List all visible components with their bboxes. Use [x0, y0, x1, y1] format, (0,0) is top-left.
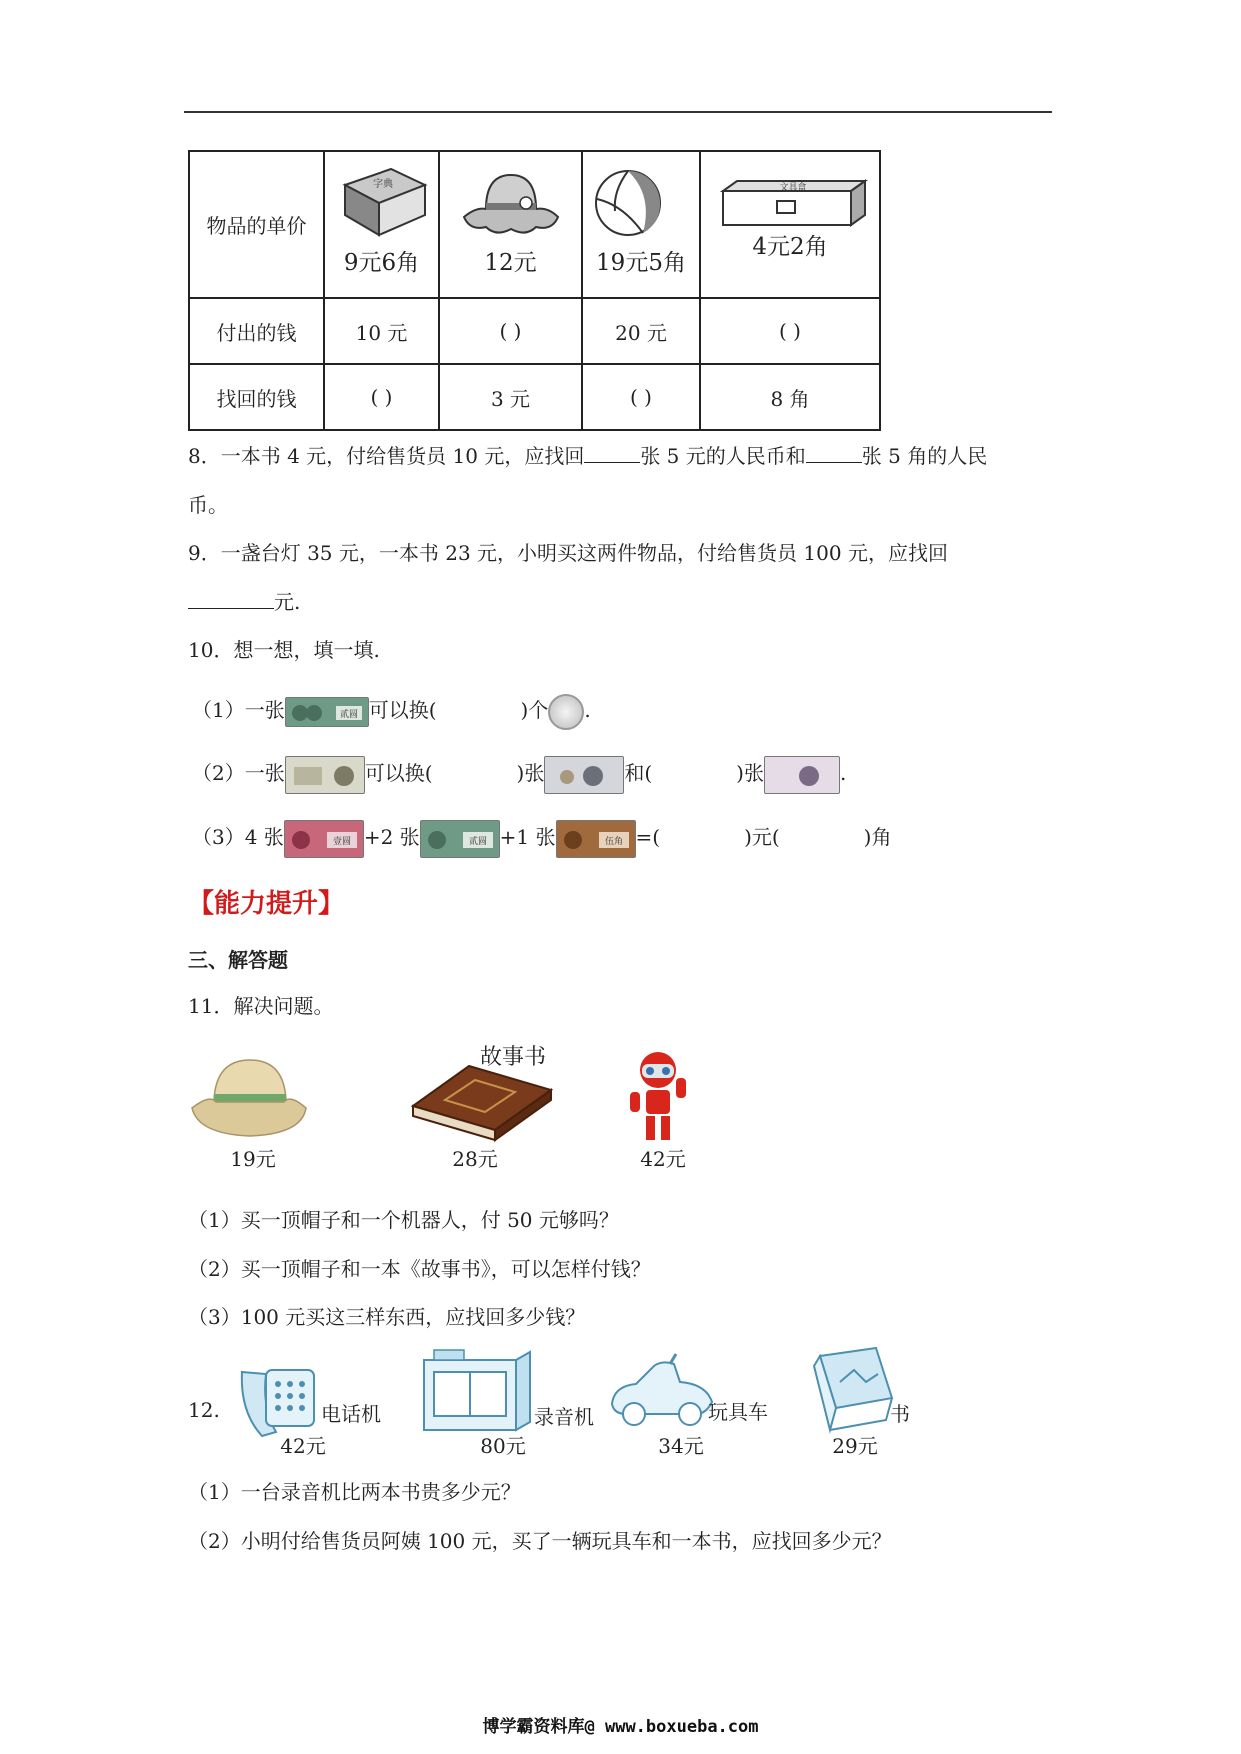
q9-line2: [188, 588, 300, 616]
paid-hat[interactable]: ( ): [439, 298, 582, 364]
q10-p3-text-c: +1 张: [499, 825, 556, 849]
price-table: [188, 150, 881, 431]
q12-label-recorder: 录音机: [534, 1405, 594, 1429]
pencil-box-title: 文具盒: [779, 182, 807, 193]
coin-icon: [548, 694, 584, 730]
toy-car-icon: [606, 1352, 716, 1432]
q11-price-hat: 19元: [230, 1147, 276, 1171]
ball-icon: [593, 165, 663, 241]
q10-p1-text-a: （1）一张: [192, 698, 285, 722]
q12-price-toy-car: 34元: [658, 1434, 704, 1458]
cell-hat: [439, 151, 582, 298]
price-book: 9元6角: [343, 249, 420, 276]
q12-label-book: 书: [890, 1402, 910, 1426]
cell-pencil-box: [700, 151, 880, 298]
two-yuan-note-icon-2: [420, 820, 500, 858]
change-book[interactable]: ( ): [324, 364, 439, 430]
section-title: 【能力提升】: [188, 889, 345, 919]
telephone-icon: [232, 1352, 322, 1442]
q10-p2-text-e: )张: [736, 761, 764, 785]
row-label-paid: 付出的钱: [189, 298, 324, 364]
q8-line1: [188, 442, 987, 470]
five-jiao-note-icon: [556, 820, 636, 858]
change-pencil-box: 8 角: [700, 364, 880, 430]
q10-p1-text-c: )个: [520, 698, 549, 722]
price-pencil-box: 4元2角: [752, 233, 828, 260]
q10-p2-text-c: )张: [516, 761, 545, 785]
section-subtitle: 三、解答题: [188, 948, 288, 972]
q10-p1-text-b: 可以换(: [368, 698, 437, 722]
cell-book: [324, 151, 439, 298]
two-yuan-label: 贰圆: [339, 709, 358, 720]
q8-blank-2[interactable]: [806, 443, 862, 463]
one-yuan-note-icon: [284, 820, 364, 858]
q10-title: 10．想一想，填一填.: [188, 638, 380, 662]
footer-watermark: 博学霸资料库@ www.boxueba.com: [482, 1717, 759, 1737]
tape-recorder-icon: [420, 1346, 538, 1436]
q9-blank[interactable]: [188, 589, 274, 609]
q8-line2: 币。: [188, 493, 228, 517]
q9-line1: 9．一盏台灯 35 元，一本书 23 元，小明买这两件物品，付给售货员 100 元，应找回: [188, 541, 948, 565]
q12-price-book: 29元: [832, 1434, 878, 1458]
row-label-change: 找回的钱: [189, 364, 324, 430]
q10-part1: [192, 690, 591, 730]
q10-p3-text-a: （3）4 张: [192, 825, 284, 849]
q12-price-recorder: 80元: [480, 1434, 526, 1458]
q10-p1-text-d: .: [584, 698, 591, 722]
ten-yuan-note-icon: [764, 756, 840, 794]
q11-sub3: （3）100 元买这三样东西，应找回多少钱？: [188, 1305, 586, 1329]
five-jiao-label: 伍角: [604, 836, 623, 847]
q10-p3-text-f: )角: [863, 825, 892, 849]
q10-p3-text-b: +2 张: [363, 825, 420, 849]
q10-part3: [192, 817, 891, 858]
paid-ball: 20 元: [582, 298, 700, 364]
q12-sub1: （1）一台录音机比两本书贵多少元？: [188, 1480, 521, 1504]
cell-ball: [582, 151, 700, 298]
q10-p2-text-f: .: [839, 761, 847, 785]
q12-number: 12.: [188, 1398, 220, 1422]
change-hat: 3 元: [439, 364, 582, 430]
one-yuan-label: 壹圆: [332, 836, 351, 847]
twenty-yuan-note-icon: [544, 756, 624, 794]
change-ball[interactable]: ( ): [582, 364, 700, 430]
q10-p2-text-d: 和(: [624, 761, 653, 785]
q12-label-toy-car: 玩具车: [708, 1400, 768, 1424]
q12-price-telephone: 42元: [280, 1434, 326, 1458]
two-yuan-label-2: 贰圆: [468, 836, 487, 847]
paid-book: 10 元: [324, 298, 439, 364]
book-icon: [806, 1346, 896, 1436]
q11-sub1: （1）买一顶帽子和一个机器人，付 50 元够吗？: [188, 1208, 619, 1232]
paid-pencil-box[interactable]: ( ): [700, 298, 880, 364]
price-ball: 19元5角: [596, 249, 686, 276]
q10-part2: [192, 753, 846, 794]
price-hat: 12元: [484, 249, 537, 276]
straw-hat-icon: [190, 1050, 308, 1140]
q10-p2-text-b: 可以换(: [364, 761, 433, 785]
book-icon: [333, 163, 433, 243]
q11-price-book: 28元: [452, 1147, 498, 1171]
q11-title: 11．解决问题。: [188, 994, 334, 1018]
storybook-label: 故事书: [480, 1045, 547, 1070]
q8-text-c: 张 5 角的人民: [861, 444, 988, 468]
q10-p3-text-e: )元(: [744, 825, 780, 849]
q11-sub2: （2）买一顶帽子和一本《故事书》，可以怎样付钱？: [188, 1257, 651, 1281]
book-title: 字典: [373, 178, 393, 190]
q8-blank-1[interactable]: [584, 443, 640, 463]
q10-p3-text-d: =(: [635, 825, 661, 849]
q8-text-a: 8．一本书 4 元，付给售货员 10 元，应找回: [188, 444, 585, 468]
q8-text-b: 张 5 元的人民币和: [640, 444, 806, 468]
q9-unit: 元.: [274, 590, 301, 614]
q11-price-robot: 42元: [640, 1147, 686, 1171]
robot-icon: [620, 1048, 700, 1144]
q10-p2-text-a: （2）一张: [192, 761, 285, 785]
q12-sub2: （2）小明付给售货员阿姨 100 元，买了一辆玩具车和一本书，应找回多少元？: [188, 1529, 892, 1553]
fifty-yuan-note-icon: [285, 756, 365, 794]
two-yuan-note-icon: [285, 697, 369, 727]
q12-label-telephone: 电话机: [321, 1402, 381, 1426]
row-label-unit-price: 物品的单价: [189, 151, 324, 298]
storybook-icon: [405, 1060, 555, 1144]
hat-icon: [456, 167, 566, 247]
header-rule: [184, 111, 1052, 113]
